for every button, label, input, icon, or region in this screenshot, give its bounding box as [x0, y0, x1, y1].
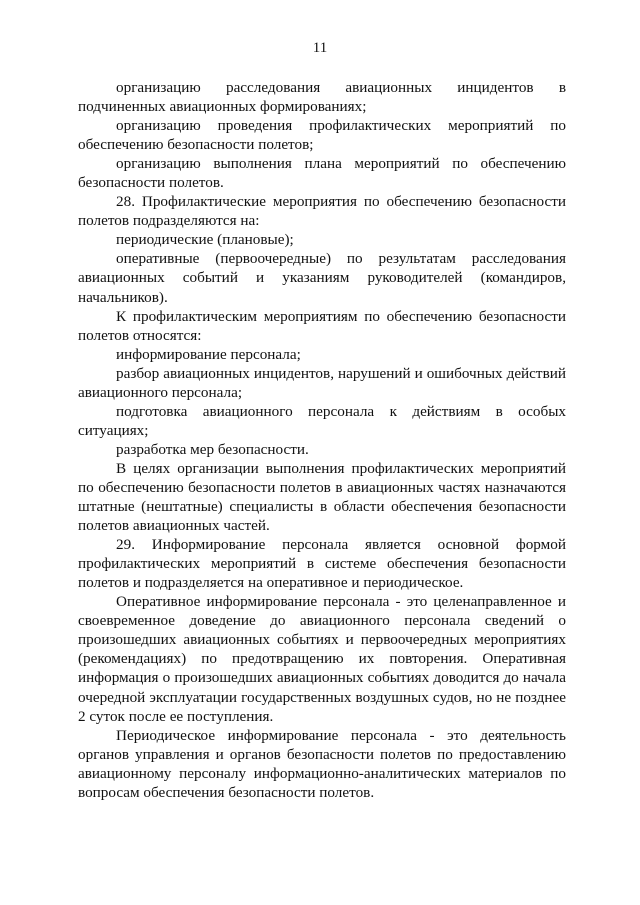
paragraph: разбор авиационных инцидентов, нарушений и ошибочных действий авиационного персонала; — [78, 364, 566, 401]
paragraph: организацию выполнения плана мероприятий по обеспечению безопасности полетов. — [78, 155, 566, 192]
page-number: 11 — [312, 40, 328, 56]
paragraph: информирование персонала; — [116, 345, 301, 363]
paragraph: Оперативное информирование персонала - это целенаправленное и своевременное доведение до авиационного персонала сведений о произошедших авиационных событиях и первоочередных мероприятиях (рекомендациях) по предотвращению их повторения. Оперативная информация о произошедших авиационных событиях доводится до начала очередной эксплуатации государственных воздушных судов, но не позднее 2 суток после ее поступления. — [78, 593, 566, 725]
paragraph: Периодическое информирование персонала - это деятельность органов управления и органов безопасности полетов по предоставлению авиационному персоналу информационно-аналитических материалов по вопросам обеспечения безопасности полетов. — [78, 726, 566, 801]
paragraph: организацию расследования авиационных инцидентов в подчиненных авиационных формированиях; — [78, 79, 566, 116]
document-body — [78, 78, 566, 802]
paragraph: периодические (плановые); — [116, 231, 294, 249]
paragraph: организацию проведения профилактических мероприятий по обеспечению безопасности полетов; — [78, 117, 566, 154]
paragraph: 29. Информирование персонала является основной формой профилактических мероприятий в системе обеспечения безопасности полетов и подразделяется на оперативное и периодическое. — [78, 536, 566, 592]
paragraph: В целях организации выполнения профилактических мероприятий по обеспечению безопасности полетов в авиационных частях назначаются штатные (нештатные) специалисты в области обеспечения безопасности полетов авиационных частей. — [78, 459, 566, 535]
paragraph: оперативные (первоочередные) по результатам расследования авиационных событий и указаниям руководителей (командиров, начальников). — [78, 250, 566, 306]
paragraph: К профилактическим мероприятиям по обеспечению безопасности полетов относятся: — [78, 307, 566, 344]
paragraph: подготовка авиационного персонала к действиям в особых ситуациях; — [78, 402, 566, 439]
paragraph: разработка мер безопасности. — [116, 440, 309, 458]
paragraph: 28. Профилактические мероприятия по обеспечению безопасности полетов подразделяются на: — [78, 193, 566, 230]
